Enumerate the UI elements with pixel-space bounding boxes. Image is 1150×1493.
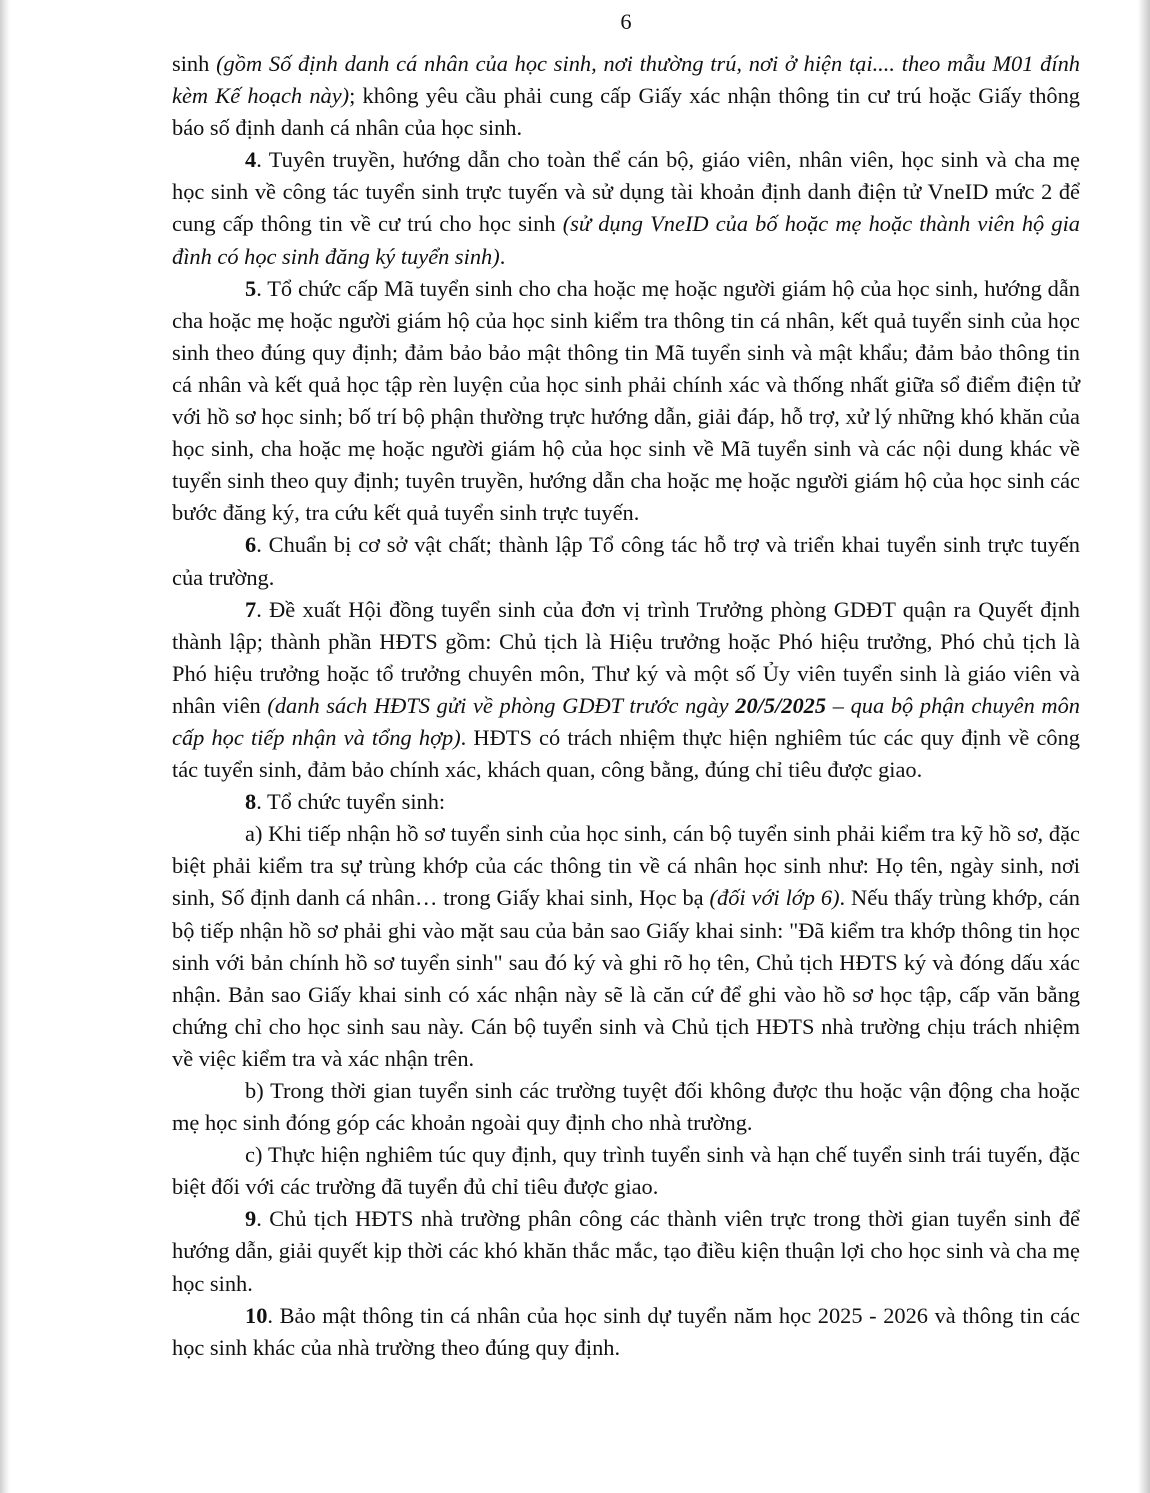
italic-note: (danh sách HĐTS gửi về phòng GDĐT trước ngày xyxy=(267,692,736,718)
text-run: a) Khi tiếp nhận hồ sơ tuyển sinh của học sinh, cán bộ tuyển sinh phải kiểm tra kỹ hồ sơ, đặc biệt phải kiểm tra sự trùng khớp của các thông tin về cá nhân học sinh như: Họ tên, ngày sinh, nơi sinh, Số định danh cá nhân… trong Giấy khai sinh, Học bạ xyxy=(172,821,1080,911)
text-run: . Tổ chức tuyển sinh: xyxy=(256,789,446,815)
text-run: sinh xyxy=(172,51,217,76)
italic-note: (gồm Số định danh cá nhân của học sinh, nơi thường trú, nơi ở hiện tại.... theo mẫu M01 đính kèm Kế hoạch này) xyxy=(172,51,1080,109)
text-run: . Nếu thấy trùng khớp, cán bộ tiếp nhận hồ sơ phải ghi vào mặt sau của bản sao Giấy khai sinh: "Đã kiểm tra khớp thông tin học sinh với bản chính hồ sơ tuyển sinh" sau đó ký và ghi rõ họ tên, Chủ tịch HĐTS ký và đóng dấu xác nhận. Bản sao Giấy khai sinh có xác nhận này sẽ là căn cứ để ghi vào hồ sơ học tập, cấp văn bằng chứng chỉ cho học sinh sau này. Cán bộ tuyển sinh và Chủ tịch HĐTS nhà trường chịu trách nhiệm về việc kiểm tra và xác nhận trên. xyxy=(172,885,1080,1071)
page-number: 6 xyxy=(620,9,632,34)
text-run: b) Trong thời gian tuyển sinh các trường tuyệt đối không được thu hoặc vận động cha hoặc mẹ học sinh đóng góp các khoản ngoài quy định cho nhà trường. xyxy=(172,1078,1080,1136)
italic-note: – qua bộ phận chuyên môn cấp học tiếp nhận và tổng hợp) xyxy=(172,692,1080,750)
item-number: 4 xyxy=(245,147,257,173)
document-page xyxy=(172,6,1080,1364)
text-run: . Bảo mật thông tin cá nhân của học sinh dự tuyển năm học 2025 - 2026 và thông tin các học sinh khác của nhà trường theo đúng quy định. xyxy=(172,1302,1080,1360)
item-number: 7 xyxy=(245,596,257,622)
text-run: ; không yêu cầu phải cung cấp Giấy xác nhận thông tin cư trú hoặc Giấy thông báo số định danh cá nhân của học sinh. xyxy=(172,83,1080,141)
deadline-date: 20/5/2025 xyxy=(735,692,827,718)
text-run: . Chuẩn bị cơ sở vật chất; thành lập Tổ công tác hỗ trợ và triển khai tuyển sinh trực tuyến của trường. xyxy=(172,532,1080,590)
text-run: c) Thực hiện nghiêm túc quy định, quy trình tuyển sinh và hạn chế tuyển sinh trái tuyến, đặc biệt đối với các trường đã tuyển đủ chỉ tiêu được giao. xyxy=(172,1142,1080,1200)
text-run: . Chủ tịch HĐTS nhà trường phân công các thành viên trực trong thời gian tuyển sinh để hướng dẫn, giải quyết kịp thời các khó khăn thắc mắc, tạo điều kiện thuận lợi cho học sinh và cha mẹ học sinh. xyxy=(172,1206,1080,1296)
paragraph-item-7 xyxy=(172,594,1080,787)
item-number: 5 xyxy=(245,275,257,301)
item-number: 9 xyxy=(245,1206,257,1232)
text-run: . HĐTS có trách nhiệm thực hiện nghiêm túc các quy định về công tác tuyển sinh, đảm bảo chính xác, khách quan, công bằng, đúng chỉ tiêu được giao. xyxy=(172,724,1080,783)
paragraph-item-4 xyxy=(172,144,1080,272)
item-number: 10 xyxy=(245,1302,268,1328)
paragraph-item-8 xyxy=(172,786,1080,818)
italic-note: (sử dụng VneID của bố hoặc mẹ hoặc thành viên hộ gia đình có học sinh đăng ký tuyển sinh) xyxy=(172,211,1080,269)
page-edge-shadow-left xyxy=(0,0,10,1493)
item-number: 6 xyxy=(245,532,257,558)
paragraph-item-6 xyxy=(172,529,1080,593)
paragraph-continuation xyxy=(172,48,1080,144)
item-number: 8 xyxy=(245,789,257,815)
paragraph-item-5 xyxy=(172,273,1080,530)
page-edge-shadow-right xyxy=(1138,0,1150,1493)
text-run: . Đề xuất Hội đồng tuyển sinh của đơn vị trình Trưởng phòng GDĐT quận ra Quyết định thành lập; thành phần HĐTS gồm: Chủ tịch là Hiệu trưởng hoặc Phó hiệu trưởng, Phó chủ tịch là Phó hiệu trưởng hoặc tổ trưởng chuyên môn, Thư ký và một số Ủy viên tuyển sinh là giáo viên và nhân viên xyxy=(172,596,1080,718)
paragraph-item-8a xyxy=(172,818,1080,1075)
text-run: . Tuyên truyền, hướng dẫn cho toàn thể cán bộ, giáo viên, nhân viên, học sinh và cha mẹ học sinh về công tác tuyển sinh trực tuyến và sử dụng tài khoản định danh điện tử VneID mức 2 để cung cấp thông tin về cư trú cho học sinh xyxy=(172,147,1080,237)
text-run: . xyxy=(499,243,506,269)
paragraph-item-8c xyxy=(172,1139,1080,1203)
text-run: . Tổ chức cấp Mã tuyển sinh cho cha hoặc mẹ hoặc người giám hộ của học sinh, hướng dẫn cha hoặc mẹ hoặc người giám hộ của học sinh kiểm tra thông tin cá nhân, kết quả tuyển sinh của học sinh theo đúng quy định; đảm bảo bảo mật thông tin Mã tuyển sinh và mật khẩu; đảm bảo thông tin cá nhân và kết quả học tập rèn luyện của học sinh phải chính xác và thống nhất giữa sổ điểm điện tử với hồ sơ học sinh; bố trí bộ phận thường trực hướng dẫn, giải đáp, hỗ trợ, xử lý những khó khăn của học sinh, cha hoặc mẹ hoặc người giám hộ của học sinh về Mã tuyển sinh và các nội dung khác về tuyển sinh theo quy định; tuyên truyền, hướng dẫn cha hoặc mẹ hoặc người giám hộ của học sinh các bước đăng ký, tra cứu kết quả tuyển sinh trực tuyến. xyxy=(172,275,1080,526)
paragraph-item-10 xyxy=(172,1300,1080,1364)
italic-note: (đối với lớp 6) xyxy=(709,885,840,911)
paragraph-item-9 xyxy=(172,1203,1080,1299)
paragraph-item-8b xyxy=(172,1075,1080,1139)
